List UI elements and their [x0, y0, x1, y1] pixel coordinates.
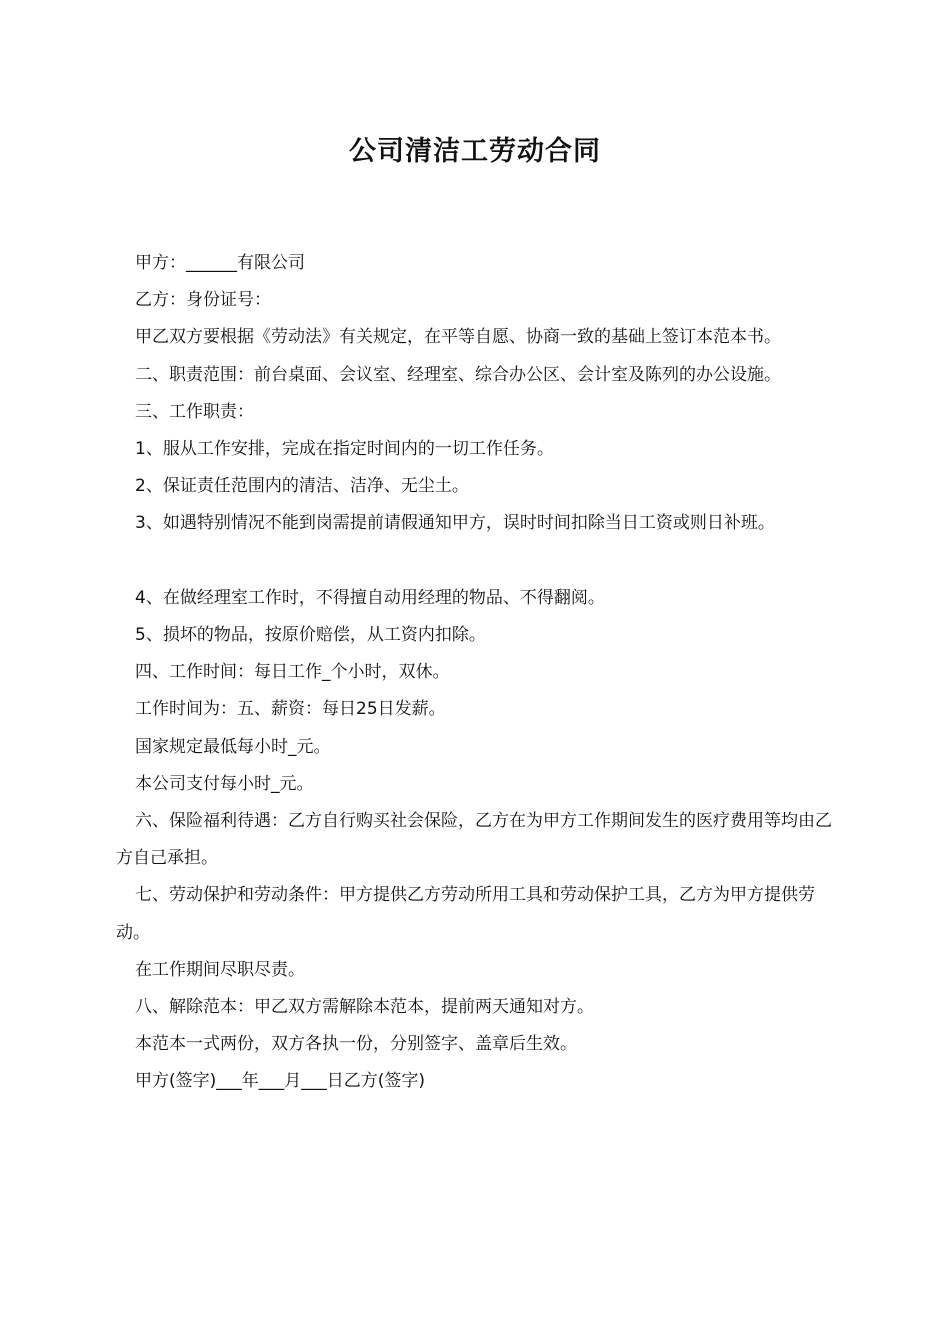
document-title: 公司清洁工劳动合同: [349, 136, 601, 167]
duties-heading: 三、工作职责：: [135, 401, 254, 422]
duty-item-1: 1、服从工作安排，完成在指定时间内的一切工作任务。: [135, 439, 554, 460]
salary-paragraph: 工作时间为：五、薪资：每日25日发薪。: [135, 699, 446, 720]
blank-line: [116, 543, 836, 580]
preamble-paragraph: 甲乙双方要根据《劳动法》有关规定，在平等自愿、协商一致的基础上签订本范本书。: [135, 327, 781, 348]
duty-item-5: 5、损坏的物品，按原价赔偿，从工资内扣除。: [135, 625, 486, 646]
duty-item-4: 4、在做经理室工作时，不得擅自动用经理的物品、不得翻阅。: [135, 587, 605, 608]
copies-paragraph: 本范本一式两份，双方各执一份，分别签字、盖章后生效。: [135, 1034, 577, 1055]
party-b-line: 乙方：身份证号：: [135, 290, 271, 311]
company-pay-line: 本公司支付每小时_元。: [135, 773, 314, 794]
party-a-line: 甲方：______有限公司: [135, 253, 305, 273]
duty-item-2: 2、保证责任范围内的清洁、洁净、无尘土。: [135, 476, 469, 497]
working-hours-paragraph: 四、工作时间：每日工作_个小时，双休。: [135, 662, 450, 683]
diligence-line: 在工作期间尽职尽责。: [135, 959, 305, 980]
insurance-paragraph: 六、保险福利待遇：乙方自行购买社会保险，乙方在为甲方工作期间发生的医疗费用等均由乙方自己承担。: [116, 811, 832, 869]
scope-of-duties-paragraph: 二、职责范围：前台桌面、会议室、经理室、综合办公区、会计室及陈列的办公设施。: [135, 364, 781, 385]
labor-protection-paragraph: 七、劳动保护和劳动条件：甲方提供乙方劳动所用工具和劳动保护工具，乙方为甲方提供劳动。: [116, 885, 815, 943]
duty-item-3: 3、如遇特别情况不能到岗需提前请假通知甲方，误时时间扣除当日工资或则日补班。: [135, 513, 775, 534]
signature-line: 甲方(签字)___年___月___日乙方(签字): [135, 1071, 426, 1092]
minimum-wage-line: 国家规定最低每小时_元。: [135, 736, 331, 757]
termination-paragraph: 八、解除范本：甲乙双方需解除本范本，提前两天通知对方。: [135, 997, 594, 1018]
document-body: [116, 245, 836, 1101]
